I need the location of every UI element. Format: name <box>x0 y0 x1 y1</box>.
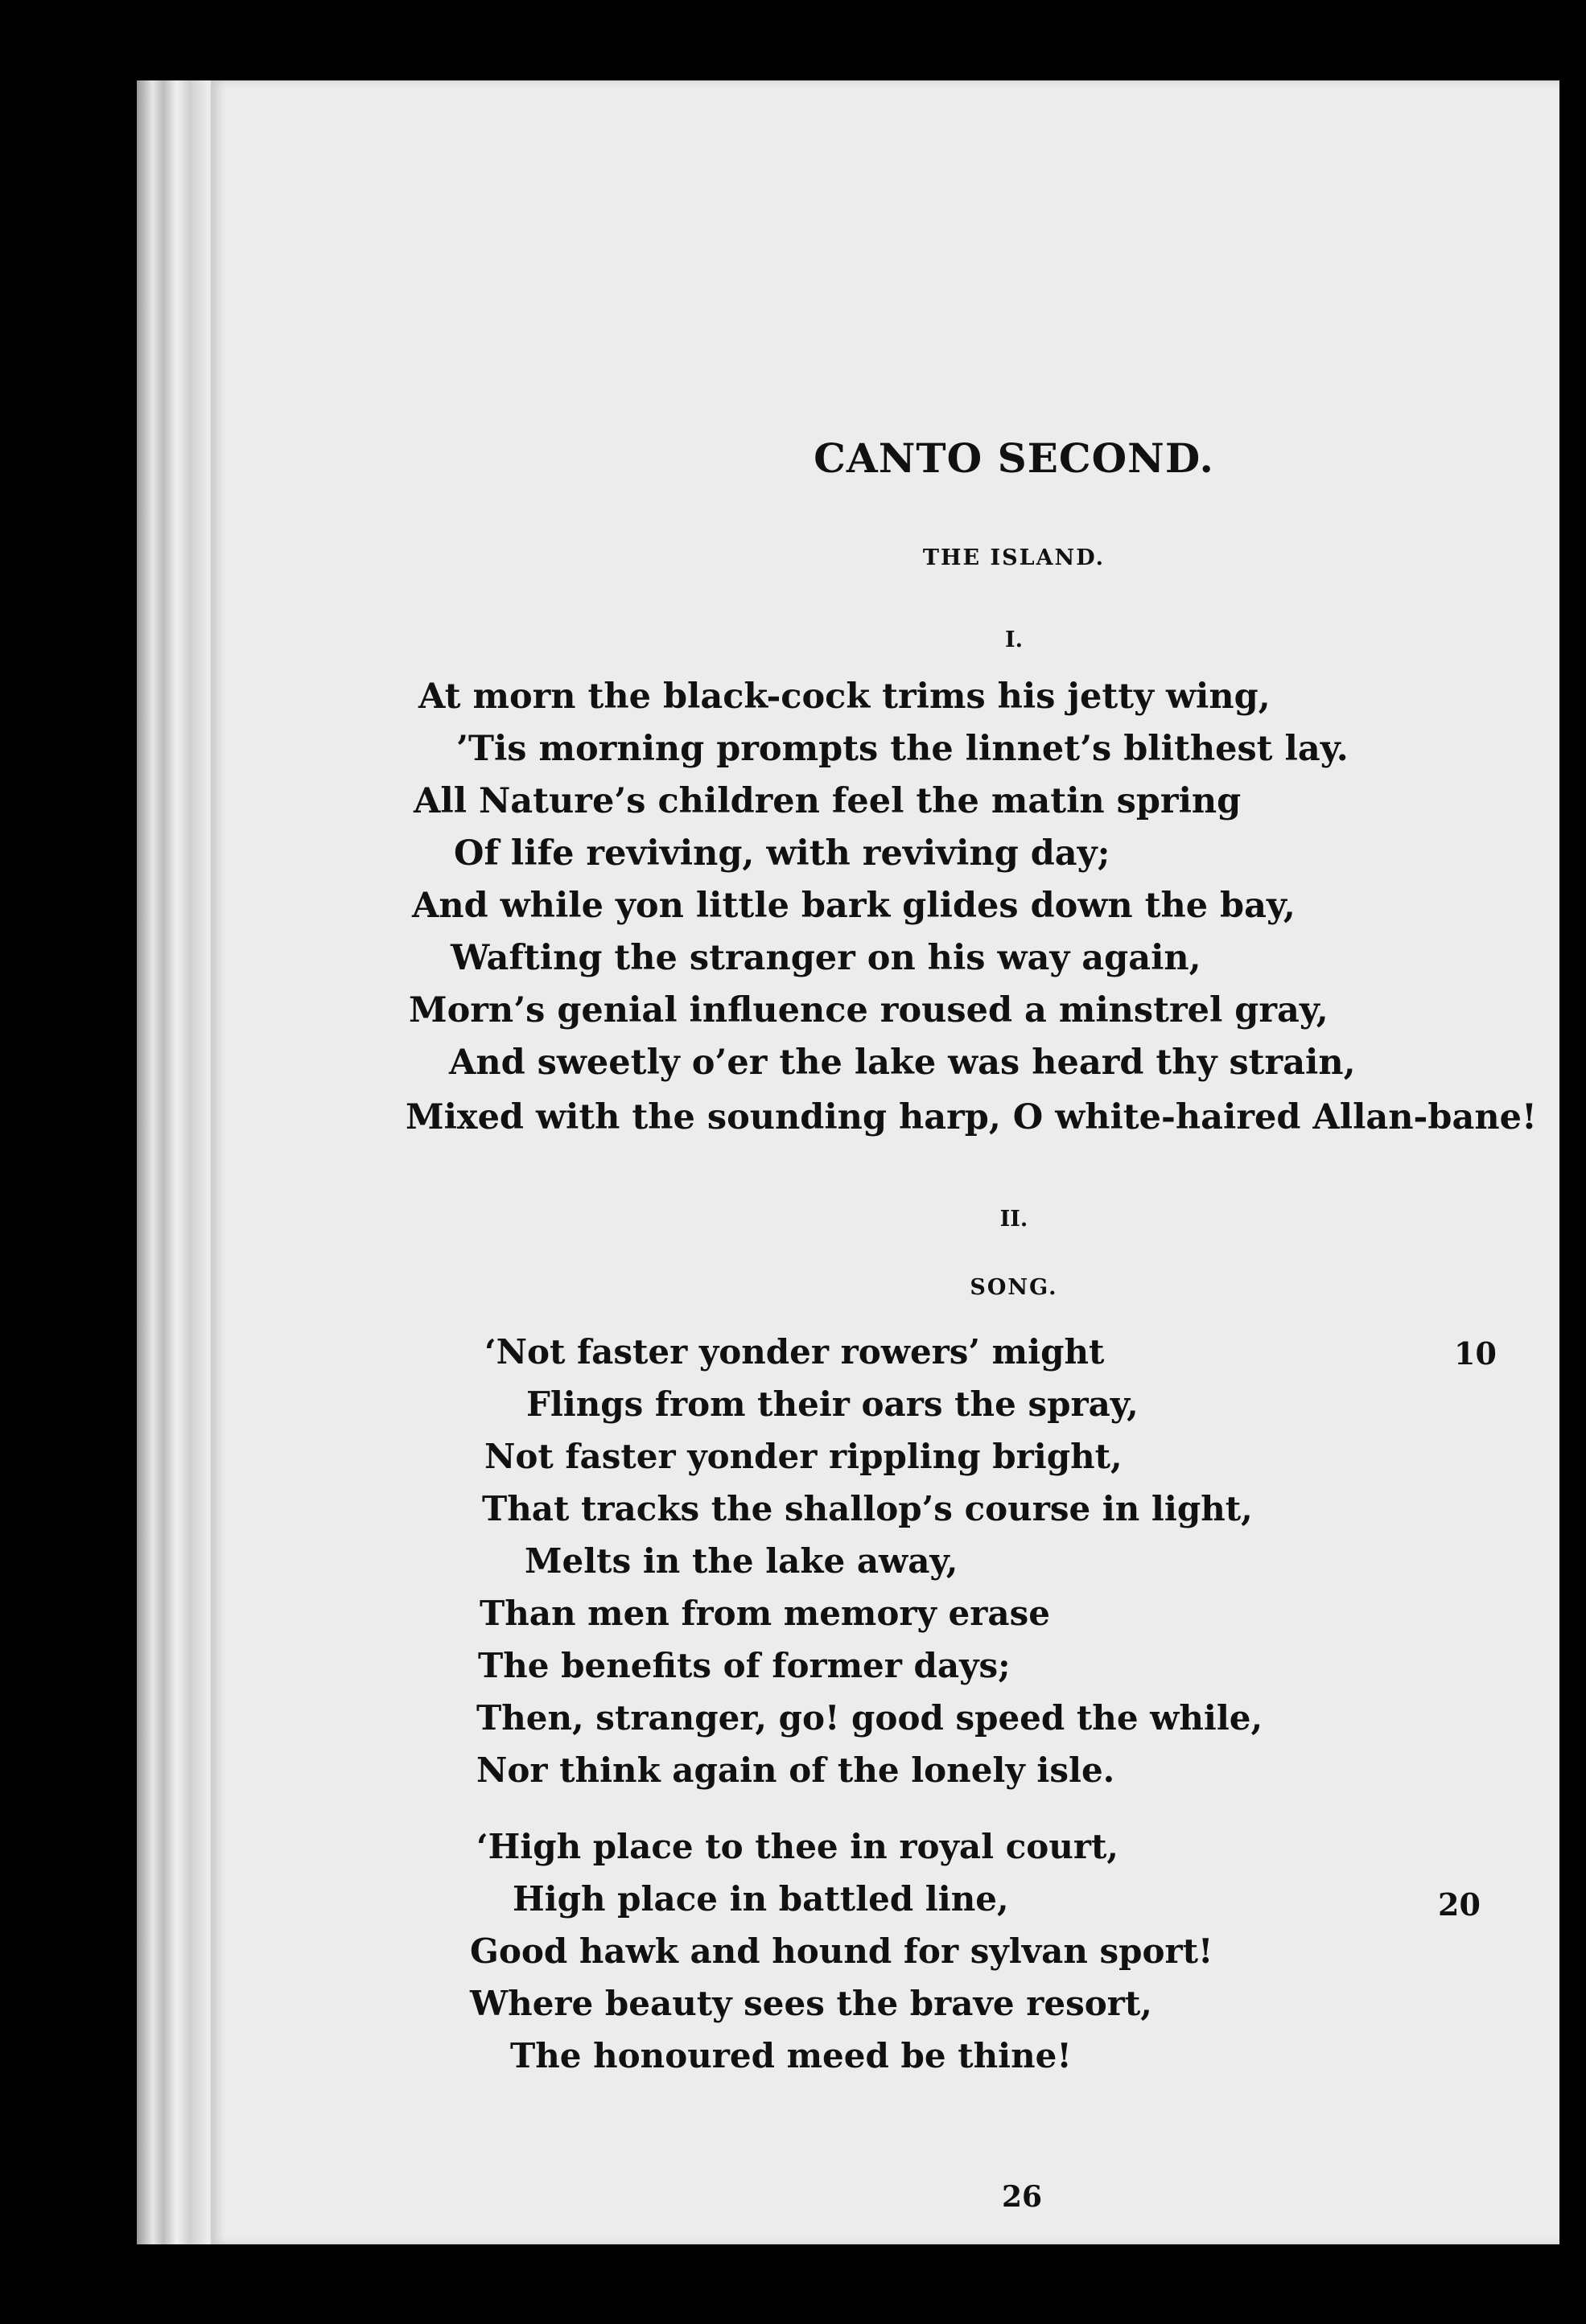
stanza-1-line-5: And while yon little bark glides down the bay, <box>412 886 1296 926</box>
song-line-3: Not faster yonder rippling bright, <box>484 1437 1123 1476</box>
song-line-14: The honoured meed be thine! <box>510 2036 1072 2075</box>
stanza-1-line-8: And sweetly o’er the lake was heard thy strain, <box>449 1043 1356 1083</box>
stanza-1-line-1: At morn the black-cock trims his jetty wing, <box>418 677 1271 717</box>
stanza-1-line-9: Mixed with the sounding harp, O white-haired Allan-bane! <box>406 1097 1537 1137</box>
song-line-1: ‘Not faster yonder rowers’ might <box>484 1332 1105 1372</box>
song-line-8: Then, stranger, go! good speed the while, <box>476 1698 1263 1738</box>
canto-title: CANTO SECOND. <box>814 434 1214 482</box>
song-title: SONG. <box>970 1275 1058 1300</box>
stanza-1-line-6: Wafting the stranger on his way again, <box>451 938 1201 978</box>
song-line-5: Melts in the lake away, <box>525 1541 958 1581</box>
stanza-1-numeral: I. <box>1004 627 1024 652</box>
book-page <box>211 80 1559 2244</box>
song-line-12: Good hawk and hound for sylvan sport! <box>470 1931 1213 1971</box>
stanza-2-numeral: II. <box>999 1207 1028 1232</box>
song-line-9: Nor think again of the lonely isle. <box>476 1750 1115 1790</box>
song-line-2: Flings from their oars the spray, <box>526 1384 1139 1424</box>
stanza-1-line-3: All Nature’s children feel the matin spring <box>414 781 1242 821</box>
song-line-13: Where beauty sees the brave resort, <box>470 1984 1152 2023</box>
song-line-4: That tracks the shallop’s course in light, <box>482 1489 1253 1528</box>
stanza-1-line-7: Morn’s genial influence roused a minstrel gray, <box>409 990 1329 1030</box>
song-line-6: Than men from memory erase <box>480 1594 1050 1633</box>
song-line-11: High place in battled line, <box>513 1879 1009 1919</box>
stanza-1-line-4: Of life reviving, with reviving day; <box>454 833 1110 874</box>
song-line-7: The benefits of former days; <box>478 1646 1011 1685</box>
page-number: 26 <box>1001 2180 1043 2214</box>
line-number-20: 20 <box>1438 1886 1481 1923</box>
canto-subtitle: THE ISLAND. <box>922 545 1106 570</box>
line-number-10: 10 <box>1454 1335 1497 1372</box>
stanza-1-line-2: ’Tis morning prompts the linnet’s blithest lay. <box>456 729 1349 769</box>
song-line-10: ‘High place to thee in royal court, <box>476 1827 1118 1866</box>
